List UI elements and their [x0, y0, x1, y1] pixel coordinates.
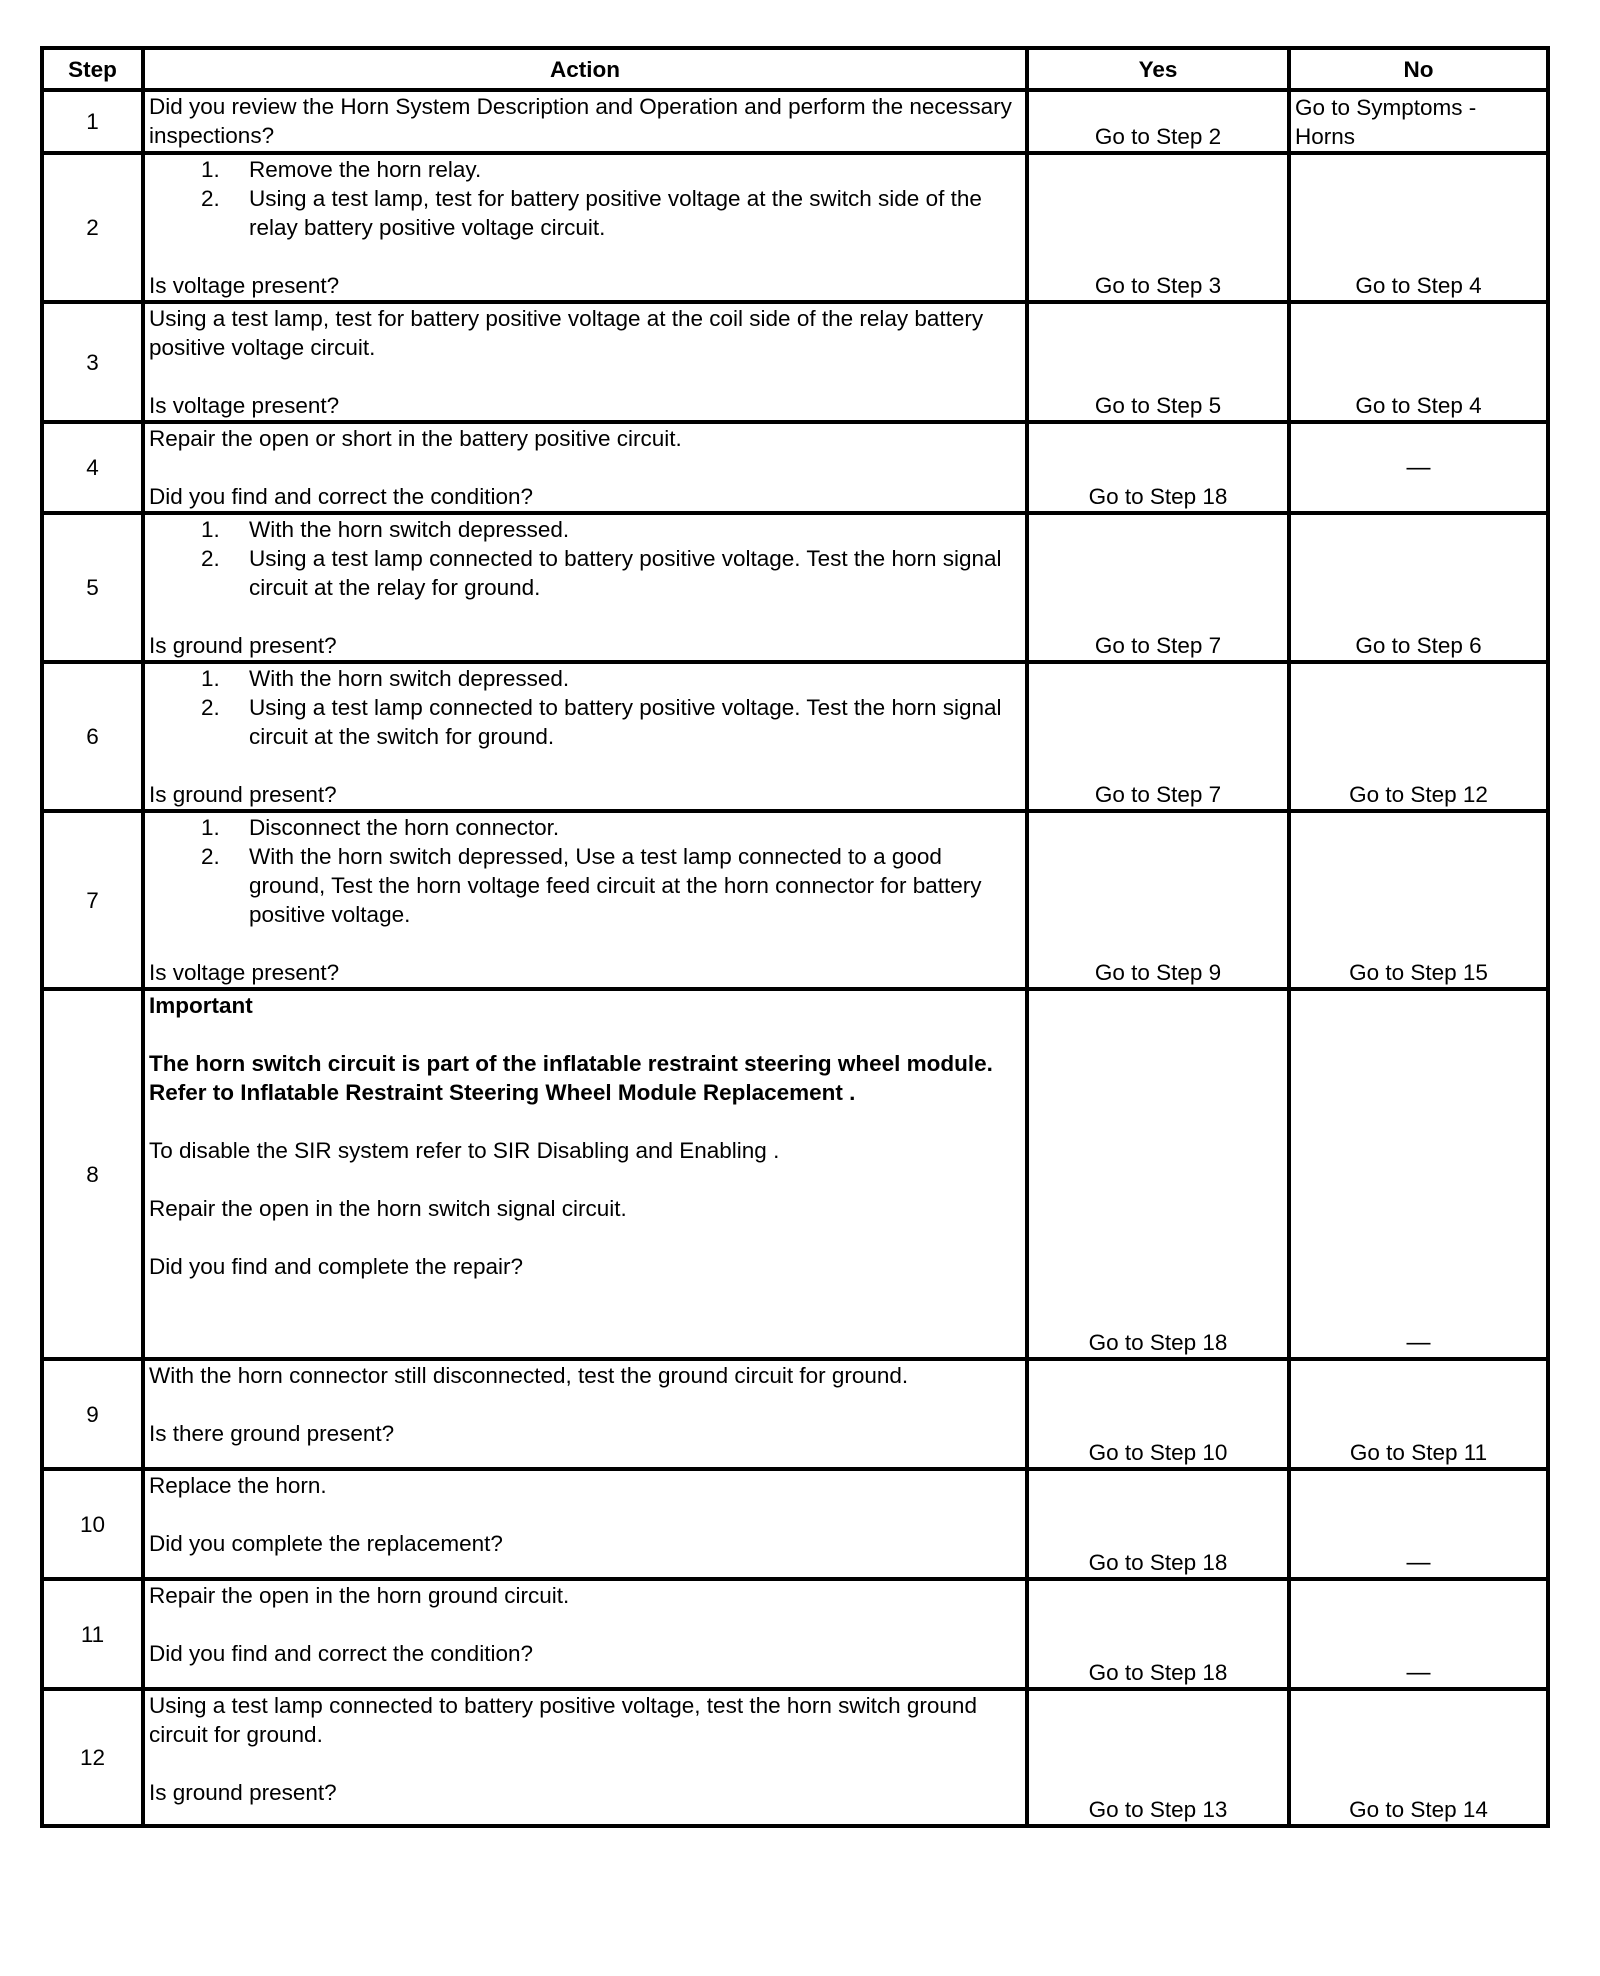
action-list	[149, 155, 1021, 242]
action-text: To disable the SIR system refer to SIR Disabling and Enabling .	[149, 1138, 780, 1163]
no-result: —	[1289, 989, 1548, 1359]
no-result: Go to Step 4	[1289, 153, 1548, 302]
list-item: 2. With the horn switch depressed, Use a test lamp connected to a good ground, Test the horn voltage feed circuit at the horn connector for battery positive voltage.	[201, 844, 982, 927]
action-question: Is voltage present?	[149, 273, 340, 298]
action-text: Using a test lamp, test for battery positive voltage at the coil side of the relay battery positive voltage circuit.	[149, 306, 984, 360]
no-result: Go to Step 14	[1289, 1689, 1548, 1826]
yes-result: Go to Step 9	[1027, 811, 1289, 989]
list-item: 1. Remove the horn relay.	[201, 157, 482, 182]
list-item: 1. Disconnect the horn connector.	[201, 815, 560, 840]
step-number: 12	[42, 1689, 143, 1826]
action-cell	[143, 989, 1027, 1359]
yes-result: Go to Step 18	[1027, 422, 1289, 513]
list-item: 2. Using a test lamp connected to battery positive voltage. Test the horn signal circuit at the relay for ground.	[201, 546, 1002, 600]
action-cell	[143, 422, 1027, 513]
step-number: 4	[42, 422, 143, 513]
action-question: Did you complete the replacement?	[149, 1531, 503, 1556]
action-cell	[143, 302, 1027, 422]
table-row	[42, 513, 1548, 662]
header-no: No	[1289, 48, 1548, 90]
table-row	[42, 90, 1548, 153]
step-number: 9	[42, 1359, 143, 1469]
yes-result: Go to Step 13	[1027, 1689, 1289, 1826]
action-cell	[143, 811, 1027, 989]
important-title: Important	[149, 993, 253, 1018]
header-step: Step	[42, 48, 143, 90]
important-body: The horn switch circuit is part of the inflatable restraint steering wheel module. Refer to Inflatable Restraint Steering Wheel Module Replacement .	[149, 1051, 993, 1105]
step-number: 3	[42, 302, 143, 422]
table-row	[42, 1469, 1548, 1579]
action-question: Is ground present?	[149, 633, 337, 658]
no-result: —	[1289, 422, 1548, 513]
action-text: Repair the open in the horn switch signal circuit.	[149, 1196, 627, 1221]
action-cell	[143, 90, 1027, 153]
header-yes: Yes	[1027, 48, 1289, 90]
action-question: Is ground present?	[149, 1780, 337, 1805]
no-result: Go to Symptoms - Horns	[1289, 90, 1548, 153]
step-number: 7	[42, 811, 143, 989]
action-question: Is voltage present?	[149, 393, 340, 418]
step-number: 1	[42, 90, 143, 153]
action-cell	[143, 1579, 1027, 1689]
action-text: Replace the horn.	[149, 1473, 327, 1498]
action-question: Did you find and correct the condition?	[149, 484, 533, 509]
step-number: 5	[42, 513, 143, 662]
action-question: Is voltage present?	[149, 960, 340, 985]
action-list	[149, 664, 1021, 751]
table-row	[42, 302, 1548, 422]
step-number: 2	[42, 153, 143, 302]
action-cell	[143, 513, 1027, 662]
no-result: Go to Step 12	[1289, 662, 1548, 811]
action-text: Repair the open in the horn ground circuit.	[149, 1583, 570, 1608]
action-cell	[143, 1689, 1027, 1826]
list-item: 2. Using a test lamp connected to battery positive voltage. Test the horn signal circuit at the switch for ground.	[201, 695, 1002, 749]
no-result: —	[1289, 1469, 1548, 1579]
step-number: 11	[42, 1579, 143, 1689]
step-number: 6	[42, 662, 143, 811]
header-action: Action	[143, 48, 1027, 90]
action-question: Is ground present?	[149, 782, 337, 807]
no-result: Go to Step 4	[1289, 302, 1548, 422]
action-question: Did you find and correct the condition?	[149, 1641, 533, 1666]
table-row	[42, 1579, 1548, 1689]
yes-result: Go to Step 10	[1027, 1359, 1289, 1469]
table-row	[42, 989, 1548, 1359]
table-header-row	[42, 48, 1548, 90]
yes-result: Go to Step 7	[1027, 662, 1289, 811]
yes-result: Go to Step 3	[1027, 153, 1289, 302]
step-number: 8	[42, 989, 143, 1359]
no-result: Go to Step 15	[1289, 811, 1548, 989]
action-list	[149, 813, 1021, 929]
action-cell	[143, 1359, 1027, 1469]
action-cell	[143, 1469, 1027, 1579]
table-row	[42, 422, 1548, 513]
action-text: With the horn connector still disconnected, test the ground circuit for ground.	[149, 1363, 909, 1388]
no-result: —	[1289, 1579, 1548, 1689]
no-result: Go to Step 6	[1289, 513, 1548, 662]
yes-result: Go to Step 18	[1027, 1579, 1289, 1689]
list-item: 1. With the horn switch depressed.	[201, 517, 570, 542]
action-text: Did you review the Horn System Description and Operation and perform the necessary inspections?	[149, 94, 1012, 148]
table-row	[42, 811, 1548, 989]
table-row	[42, 153, 1548, 302]
no-result: Go to Step 11	[1289, 1359, 1548, 1469]
action-list	[149, 515, 1021, 602]
action-text: Using a test lamp connected to battery positive voltage, test the horn switch ground circuit for ground.	[149, 1693, 977, 1747]
list-item: 1. With the horn switch depressed.	[201, 666, 570, 691]
action-question: Is there ground present?	[149, 1421, 395, 1446]
yes-result: Go to Step 5	[1027, 302, 1289, 422]
table-row	[42, 662, 1548, 811]
table-row	[42, 1689, 1548, 1826]
yes-result: Go to Step 7	[1027, 513, 1289, 662]
action-question: Did you find and complete the repair?	[149, 1254, 523, 1279]
step-number: 10	[42, 1469, 143, 1579]
action-text: Repair the open or short in the battery positive circuit.	[149, 426, 682, 451]
diagnostic-table	[40, 46, 1550, 1828]
yes-result: Go to Step 18	[1027, 989, 1289, 1359]
action-cell	[143, 662, 1027, 811]
yes-result: Go to Step 18	[1027, 1469, 1289, 1579]
yes-result: Go to Step 2	[1027, 90, 1289, 153]
list-item: 2. Using a test lamp, test for battery positive voltage at the switch side of the relay battery positive voltage circuit.	[201, 186, 982, 240]
action-cell	[143, 153, 1027, 302]
table-row	[42, 1359, 1548, 1469]
